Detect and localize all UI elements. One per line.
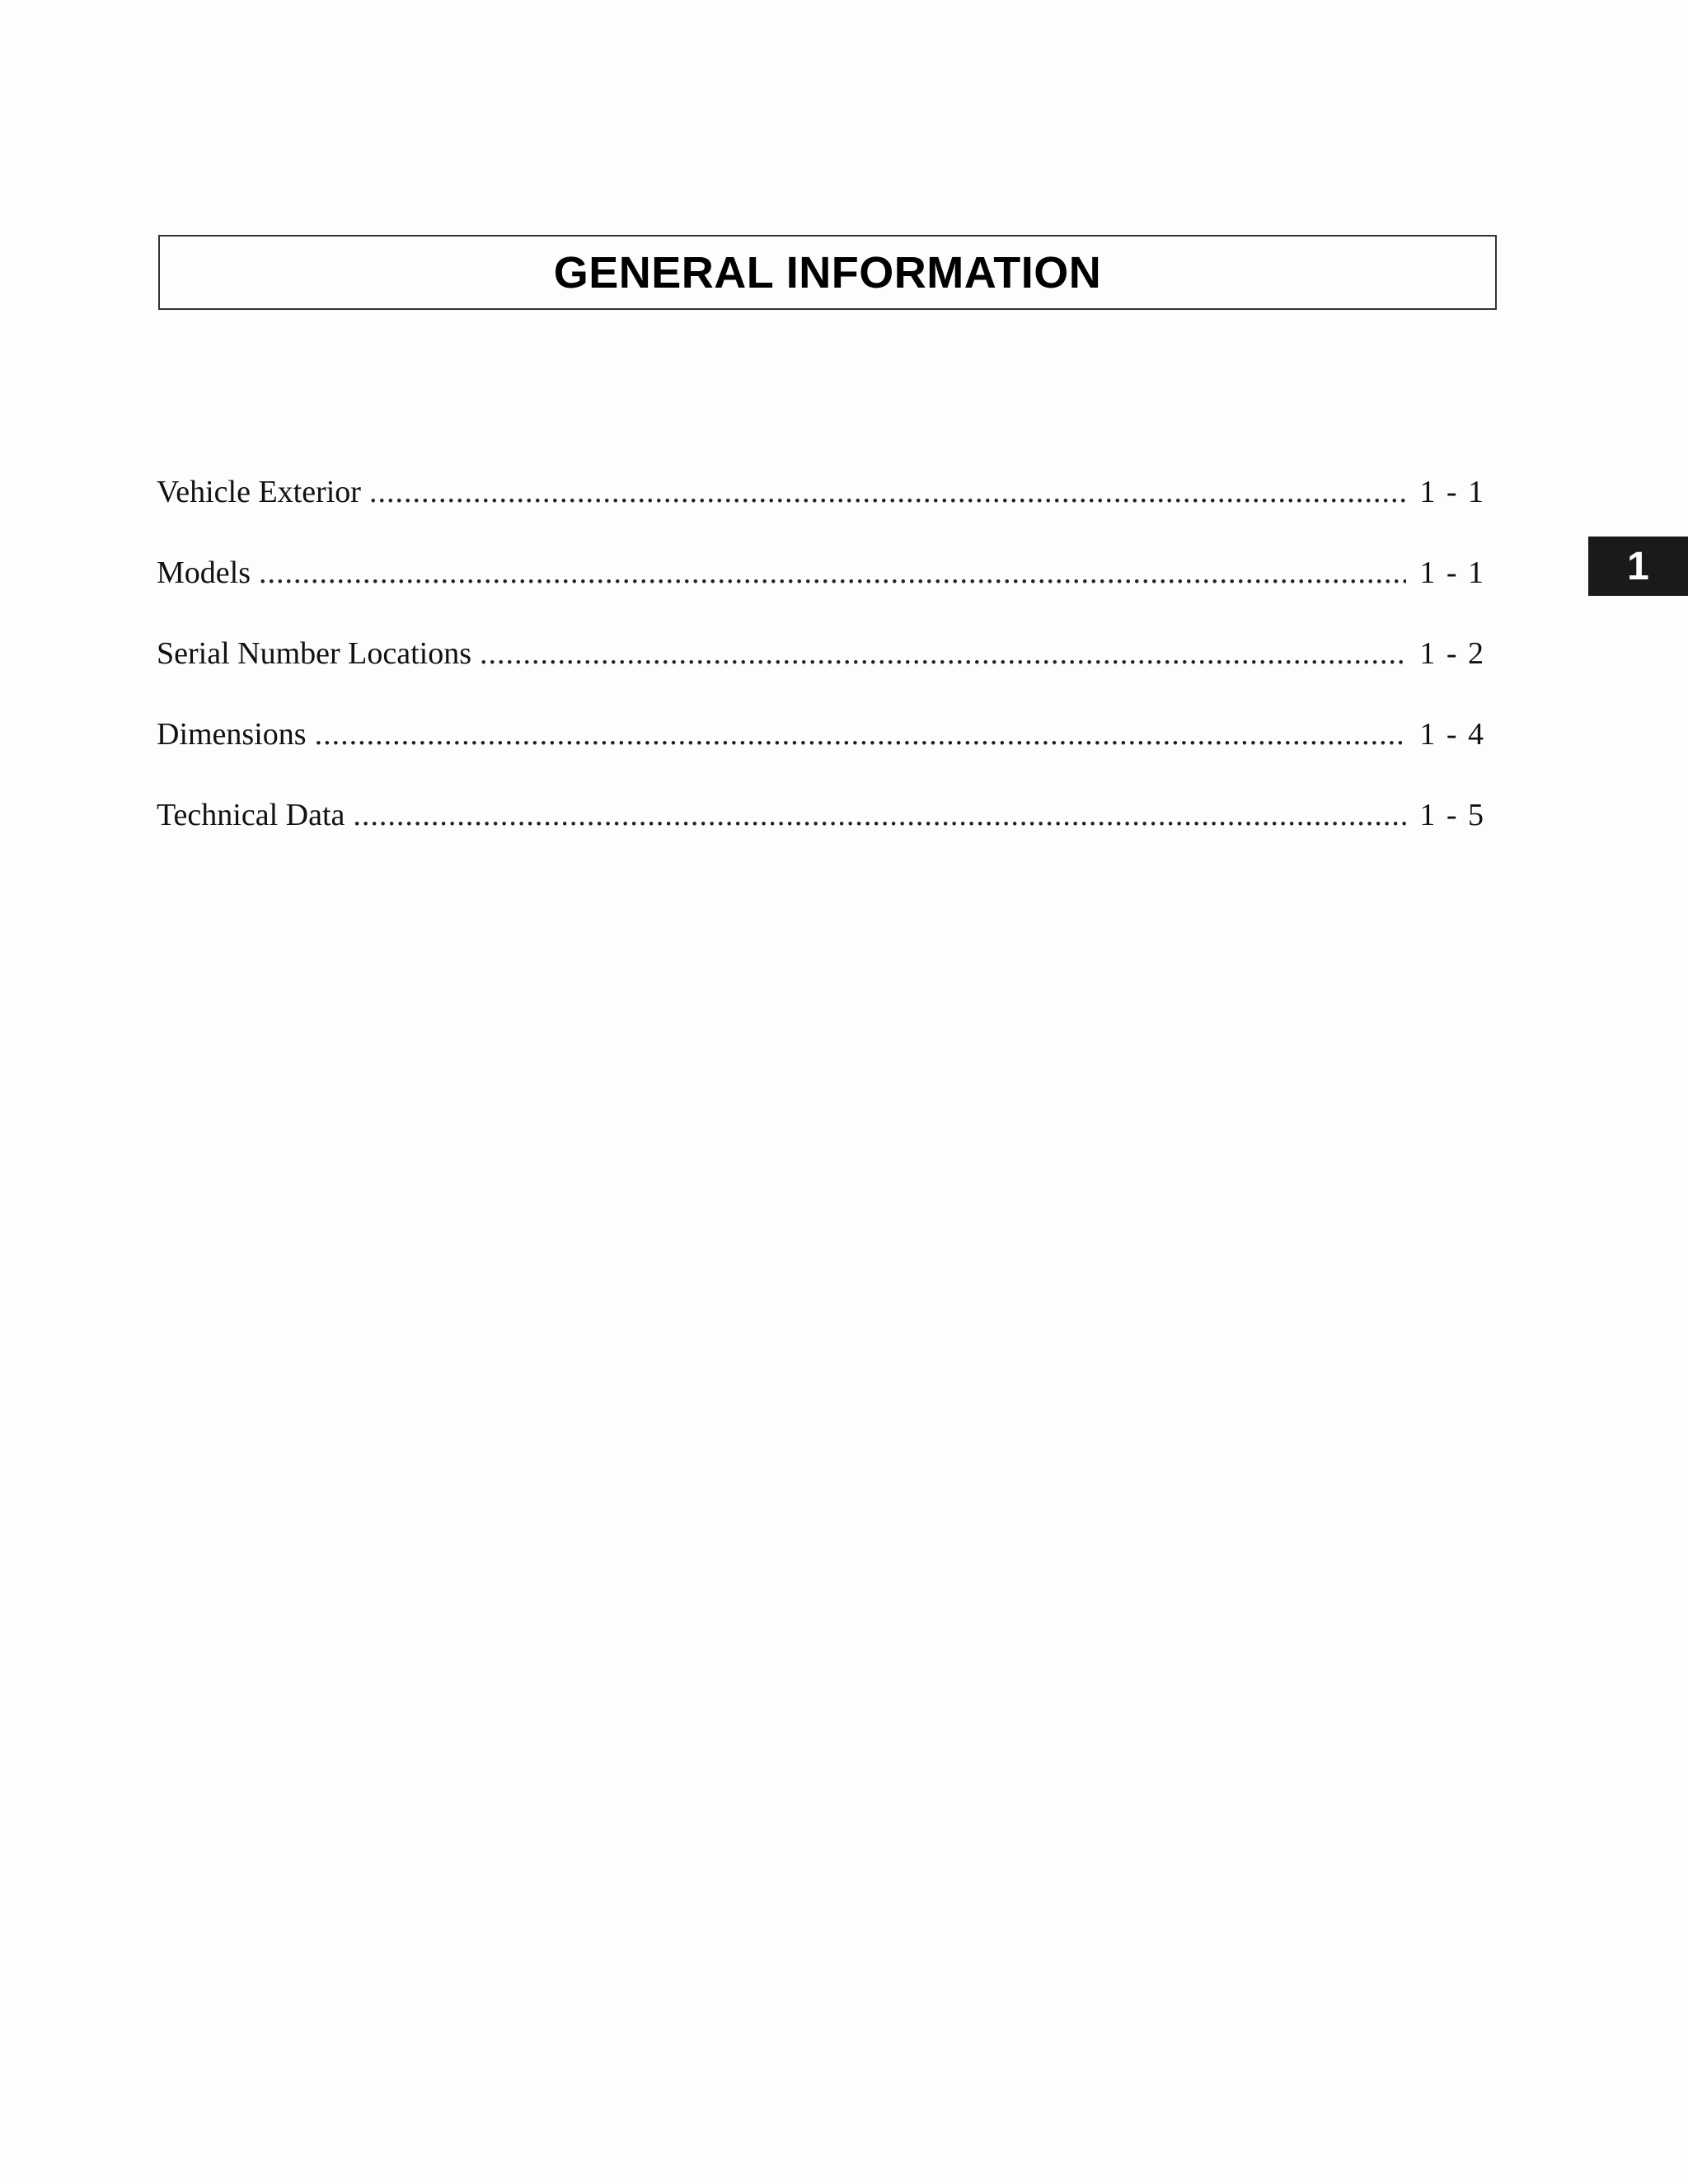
toc-entry-models[interactable] [157, 555, 1484, 635]
toc-entry-label: Models [157, 555, 251, 590]
toc-dot-leader [353, 797, 1406, 833]
toc-dot-leader [480, 635, 1406, 672]
table-of-contents [157, 474, 1484, 878]
toc-dot-leader [369, 474, 1406, 510]
toc-entry-page: 1 - 1 [1419, 475, 1484, 509]
toc-entry-page: 1 - 2 [1419, 636, 1484, 671]
chapter-tab [1588, 537, 1688, 596]
toc-entry-page: 1 - 5 [1419, 798, 1484, 832]
toc-entry-vehicle-exterior[interactable] [157, 474, 1484, 555]
toc-entry-label: Serial Number Locations [157, 636, 472, 671]
toc-entry-label: Vehicle Exterior [157, 475, 361, 509]
toc-entry-dimensions[interactable] [157, 716, 1484, 797]
page-title: GENERAL INFORMATION [553, 247, 1102, 298]
toc-dot-leader [259, 555, 1406, 591]
toc-dot-leader [315, 716, 1406, 752]
chapter-number: 1 [1627, 544, 1649, 588]
toc-entry-page: 1 - 4 [1419, 717, 1484, 752]
toc-entry-page: 1 - 1 [1419, 555, 1484, 590]
toc-entry-serial-number-locations[interactable] [157, 635, 1484, 716]
toc-entry-technical-data[interactable] [157, 797, 1484, 878]
toc-entry-label: Technical Data [157, 798, 345, 832]
title-box [158, 235, 1497, 310]
toc-entry-label: Dimensions [157, 717, 307, 752]
